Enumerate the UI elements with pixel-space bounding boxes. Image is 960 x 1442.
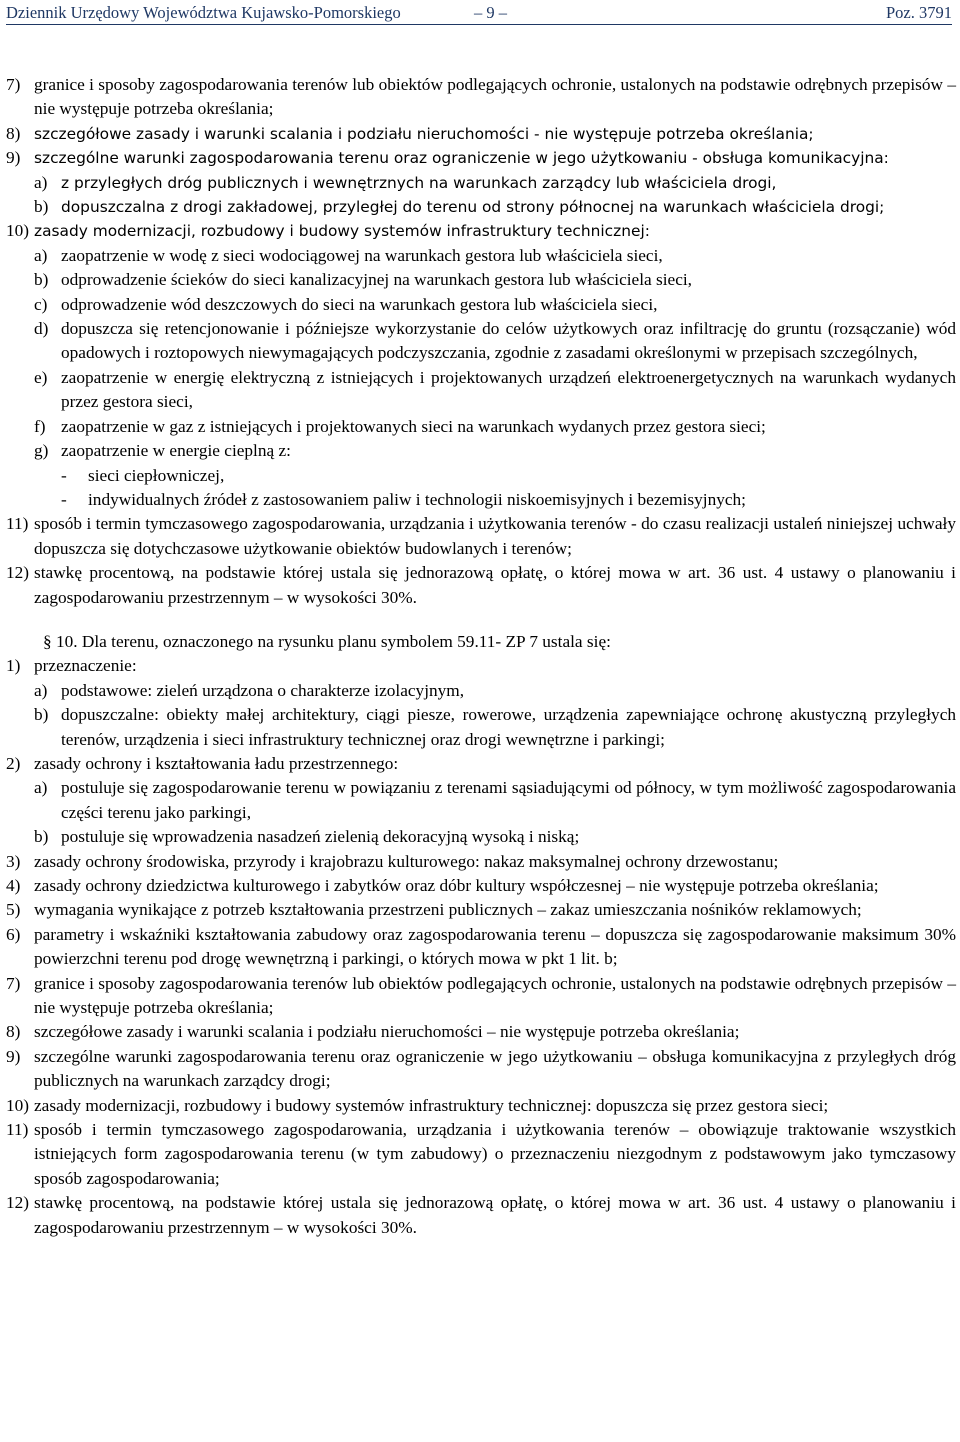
- position-number: Poz. 3791: [886, 3, 952, 22]
- list-item: 10) zasady modernizacji, rozbudowy i budowy systemów infrastruktury technicznej:: [6, 221, 650, 241]
- list-item: 7) granice i sposoby zagospodarowania terenów lub obiektów podlegających ochronie, ustalonych na podstawie odrębnych przepisów – nie występuje potrzeba określania;: [6, 75, 956, 119]
- list-item: 8) szczegółowe zasady i warunki scalania i podziału nieruchomości - nie występuje potrzeba określania;: [6, 123, 814, 143]
- list-item: 3) zasady ochrony środowiska, przyrody i krajobrazu kulturowego: nakaz maksymalnej ochrony drzewostanu;: [6, 851, 779, 871]
- list-subitem: a) z przyległych dróg publicznych i wewnętrznych na warunkach zarządcy lub właściciela drogi,: [34, 172, 777, 192]
- list-subitem: g) zaopatrzenie w energie cieplną z:: [34, 441, 291, 461]
- list-item: 11) sposób i termin tymczasowego zagospodarowania, urządzania i użytkowania terenów – obowiązuje traktowanie wszystkich istniejących form zagospodarowania terenu (w tym zabudowy) o przeznaczeniu niezgodnym z podstawowym jako tymczasowy sposób zagospodarowania;: [6, 1120, 956, 1188]
- list-item: 5) wymagania wynikające z potrzeb kształtowania przestrzeni publicznych – zakaz umieszczania nośników reklamowych;: [6, 900, 862, 920]
- list-subitem: b) postuluje się wprowadzenia nasadzeń zielenią dekoracyjną wysoką i niską;: [34, 827, 580, 847]
- section-heading: § 10. Dla terenu, oznaczonego na rysunku planu symbolem 59.11- ZP 7 ustala się:: [43, 631, 611, 651]
- list-subitem: b) dopuszczalne: obiekty małej architektury, ciągi piesze, rowerowe, urządzenia zapewniające ochronę akustyczną przyległych terenów, urządzenia i sieci infrastruktury technicznej oraz drogi wewnętrzne i parkingi;: [34, 705, 956, 749]
- list-subitem: d) dopuszcza się retencjonowanie i późniejsze wykorzystanie do celów użytkowych oraz infiltrację do gruntu (rozsączanie) wód opadowych i roztopowych niewymagających podczyszczania, zgodnie z zasadami określonymi w przepisach szczególnych,: [34, 319, 956, 363]
- list-subitem: a) zaopatrzenie w wodę z sieci wodociągowej na warunkach gestora lub właściciela sieci,: [34, 245, 663, 265]
- journal-title: Dziennik Urzędowy Województwa Kujawsko-Pomorskiego: [6, 3, 401, 22]
- list-item: 4) zasady ochrony dziedzictwa kulturowego i zabytków oraz dóbr kultury współczesnej – nie występuje potrzeba określania;: [6, 876, 879, 895]
- list-dash-item: - indywidualnych źródeł z zastosowaniem paliw i technologii niskoemisyjnych i bezemisyjnych;: [61, 489, 746, 509]
- list-item: 11) sposób i termin tymczasowego zagospodarowania, urządzania i użytkowania terenów - do czasu realizacji ustaleń niniejszej uchwały dopuszcza się dotychczasowe użytkowanie obiektów budowlanych i terenów;: [6, 514, 956, 558]
- list-item: 9) szczególne warunki zagospodarowania terenu oraz ograniczenie w jego użytkowaniu - obsługa komunikacyjna:: [6, 148, 889, 168]
- page-header: [6, 0, 952, 25]
- list-item: 1) przeznaczenie:: [6, 656, 137, 676]
- list-dash-item: - sieci ciepłowniczej,: [61, 465, 225, 485]
- list-subitem: a) postuluje się zagospodarowanie terenu w powiązaniu z terenami sąsiadującymi od północy, w tym możliwość zagospodarowania części terenu jako parkingi,: [34, 778, 956, 822]
- list-item: 10) zasady modernizacji, rozbudowy i budowy systemów infrastruktury technicznej: dopuszcza się przez gestora sieci;: [6, 1095, 829, 1115]
- list-item: 6) parametry i wskaźniki kształtowania zabudowy oraz zagospodarowania terenu – dopuszcza się zagospodarowanie maksimum 30% powierzchni terenu pod drogę wewnętrzną i parkingi, o których mowa w pkt 1 lit. b;: [6, 924, 956, 969]
- document-body: [6, 73, 956, 1240]
- list-item: 2) zasady ochrony i kształtowania ładu przestrzennego:: [6, 753, 399, 773]
- page-number: – 9 –: [474, 3, 507, 22]
- list-subitem: f) zaopatrzenie w gaz z istniejących i projektowanych sieci na warunkach wydanych przez gestora sieci;: [34, 416, 766, 436]
- list-subitem: b) dopuszczalna z drogi zakładowej, przyległej do terenu od strony północnej na warunkach właściciela drogi;: [34, 197, 885, 217]
- list-item: 7) granice i sposoby zagospodarowania terenów lub obiektów podlegających ochronie, ustalonych na podstawie odrębnych przepisów – nie występuje potrzeba określania;: [6, 973, 956, 1018]
- list-item: 12) stawkę procentową, na podstawie której ustala się jednorazową opłatę, o której mowa w art. 36 ust. 4 ustawy o planowaniu i zagospodarowaniu przestrzennym – w wysokości 30%.: [6, 563, 956, 607]
- list-item: 8) szczegółowe zasady i warunki scalania i podziału nieruchomości – nie występuje potrzeba określania;: [6, 1022, 740, 1042]
- list-item: 9) szczególne warunki zagospodarowania terenu oraz ograniczenie w jego użytkowaniu – obsługa komunikacyjna z przyległych dróg publicznych na warunkach zarządcy drogi;: [6, 1046, 956, 1091]
- list-subitem: a) podstawowe: zieleń urządzona o charakterze izolacyjnym,: [34, 680, 465, 700]
- list-subitem: b) odprowadzenie ścieków do sieci kanalizacyjnej na warunkach gestora lub właściciela sieci,: [34, 270, 692, 290]
- list-subitem: c) odprowadzenie wód deszczowych do sieci na warunkach gestora lub właściciela sieci,: [34, 294, 658, 314]
- list-item: 12) stawkę procentową, na podstawie której ustala się jednorazową opłatę, o której mowa w art. 36 ust. 4 ustawy o planowaniu i zagospodarowaniu przestrzennym – w wysokości 30%.: [6, 1193, 956, 1237]
- list-subitem: e) zaopatrzenie w energię elektryczną z istniejących i projektowanych urządzeń elektroenergetycznych na warunkach wydanych przez gestora sieci,: [34, 367, 956, 412]
